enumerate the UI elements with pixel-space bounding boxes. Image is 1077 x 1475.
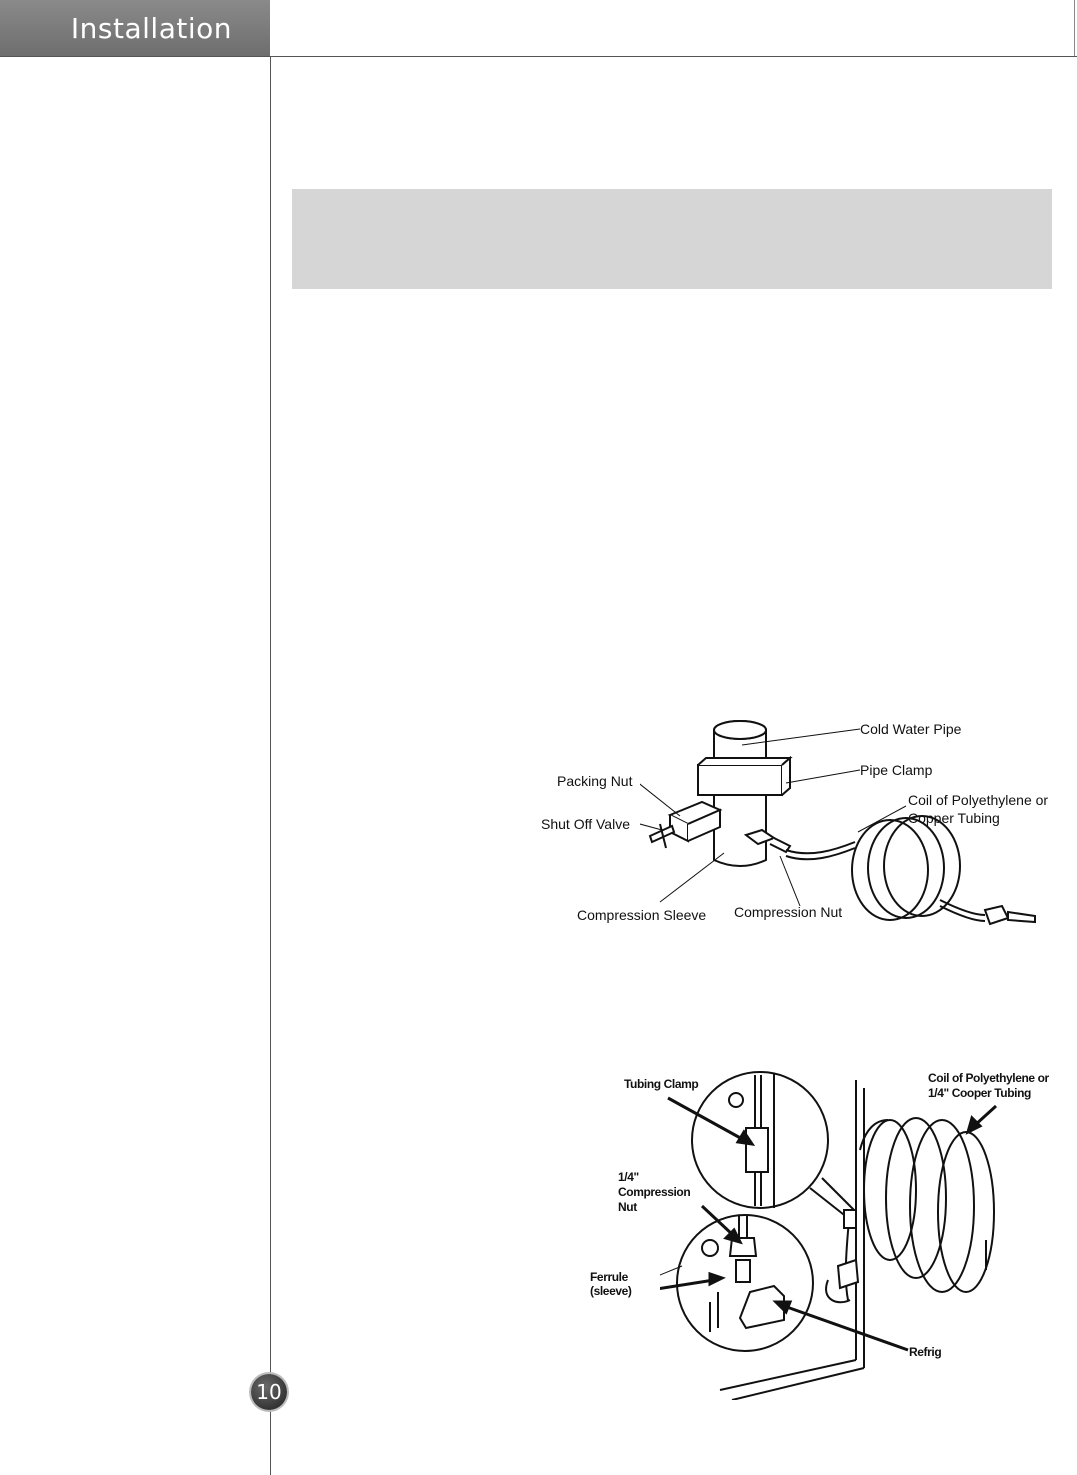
ferrule-label-line1: Ferrule bbox=[590, 1270, 628, 1284]
pipe-clamp-label: Pipe Clamp bbox=[860, 762, 933, 778]
page-number-badge: 10 bbox=[251, 1374, 287, 1410]
compression-sleeve-label: Compression Sleeve bbox=[577, 907, 707, 923]
refrigerator-connection-illustration bbox=[660, 1070, 1040, 1400]
coil-cooper-label-line2: 1/4" Cooper Tubing bbox=[928, 1086, 1031, 1100]
coil-label-line2: Copper Tubing bbox=[908, 810, 1000, 826]
coil-label-line1: Coil of Polyethylene or bbox=[908, 792, 1049, 808]
cold-water-pipe-label: Cold Water Pipe bbox=[860, 721, 962, 737]
section-tab bbox=[0, 0, 270, 56]
header-divider bbox=[0, 56, 1077, 57]
margin-divider bbox=[270, 56, 271, 1475]
note-box bbox=[292, 189, 1052, 289]
compression-nut-label-line1: 1/4" bbox=[618, 1170, 639, 1184]
refrig-label: Refrig bbox=[909, 1345, 942, 1359]
coil-cooper-label-line1: Coil of Polyethylene or bbox=[928, 1071, 1049, 1085]
header-frame bbox=[270, 0, 1075, 56]
compression-nut-label-line3: Nut bbox=[618, 1200, 637, 1214]
compression-nut-label-line2: Compression bbox=[618, 1185, 691, 1199]
packing-nut-label: Packing Nut bbox=[557, 773, 633, 789]
shut-off-valve-label: Shut Off Valve bbox=[541, 816, 630, 832]
section-title: Installation bbox=[70, 12, 232, 45]
compression-nut-label: Compression Nut bbox=[734, 904, 843, 920]
ferrule-label-line2: (sleeve) bbox=[590, 1284, 632, 1298]
tubing-clamp-label: Tubing Clamp bbox=[624, 1077, 699, 1091]
